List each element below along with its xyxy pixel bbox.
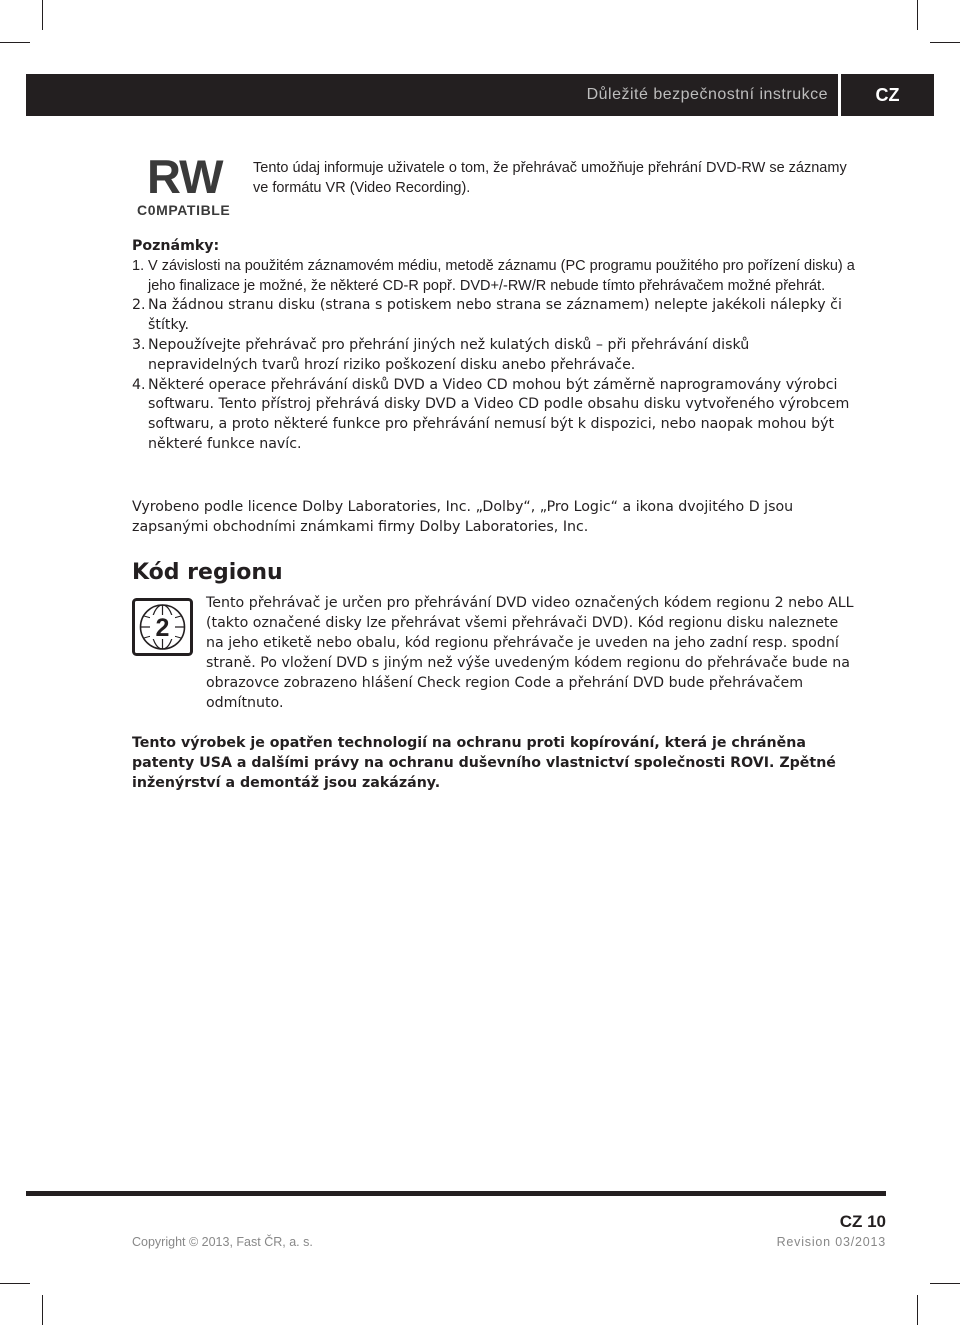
rovi-notice: Tento výrobek je opatřen technologií na ochranu proti kopírování, která je chráněna patenty USA a dalšími právy na ochranu duševního vlastnictví společnosti ROVI. Zpětné inženýrství a demontáž jsou zakázány. (132, 735, 836, 791)
rw-logo-big-text: RW (147, 150, 223, 203)
crop-mark (42, 0, 43, 30)
crop-mark (930, 1283, 960, 1284)
rw-description: Tento údaj informuje uživatele o tom, že přehrávač umožňuje přehrání DVD-RW se záznamy ve formátu VR (Video Recording). (253, 160, 847, 196)
region-description: Tento přehrávač je určen pro přehrávání DVD video označených kódem regionu 2 nebo ALL (takto označené disky lze přehrávat všemi přehrávači DVD). Kód regionu disku naleznete na jeho etiketě nebo obalu, kód regionu přehrávače je uveden na jeho zadní resp. spodní straně. Po vložení DVD s jiným než výše uvedeným kódem regionu do přehrávače bude na obrazovce zobrazeno hlášení Check region Code a přehrání DVD bude přehrávačem odmítnuto. (206, 595, 854, 711)
note-text: Některé operace přehrávání disků DVD a Video CD mohou být záměrně naprogramovány výrobci softwaru. Tento přístroj přehrává disky DVD a Video CD podle obsahu disku vytvořeného výrobcem softwaru, a proto některé funkce pro přehrávání nemusí být k dispozici, nebo naopak mohou být některé funkce navíc. (148, 376, 850, 452)
page-number: CZ 10 (839, 1212, 886, 1231)
header-bar (26, 74, 934, 116)
rw-compatible-logo (137, 150, 247, 221)
note-number: 1. (132, 257, 145, 274)
dolby-license-text: Vyrobeno podle licence Dolby Laboratories, Inc. „Dolby“, „Pro Logic“ a ikona dvojitého D jsou zapsanými obchodními známkami firmy Dolby Laboratories, Inc. (132, 499, 794, 535)
notes-section (132, 237, 862, 455)
crop-mark (0, 1283, 30, 1284)
rw-logo-small-text: C0MPATIBLE (137, 202, 231, 218)
note-text: V závislosti na použitém záznamovém médiu, metodě záznamu (PC programu použitého pro pořízení disku) a jeho finalizace je možné, že některé CD-R popř. DVD+/-RW/R nebude tímto přehrávačem možné přehrát. (148, 257, 855, 294)
note-item (132, 296, 862, 336)
crop-mark (930, 42, 960, 43)
header-title: Důležité bezpečnostní instrukce (586, 86, 828, 103)
footer-rule (26, 1191, 886, 1196)
crop-mark (42, 1295, 43, 1325)
note-text: Nepoužívejte přehrávač pro přehrání jiných než kulatých disků – při přehrávání disků nepravidelných tvarů hrozí riziko poškození disku anebo přehrávače. (148, 336, 750, 373)
copyright-text: Copyright © 2013, Fast ČR, a. s. (132, 1235, 313, 1249)
note-number: 3. (132, 336, 146, 353)
region-heading: Kód regionu (132, 560, 283, 585)
note-item (132, 257, 862, 297)
region-globe-icon (132, 598, 193, 656)
note-text: Na žádnou stranu disku (strana s potiskem nebo strana se záznamem) nelepte jakékoli nálepky či štítky. (148, 297, 842, 334)
notes-title: Poznámky: (132, 238, 220, 254)
crop-mark (917, 0, 918, 30)
crop-mark (0, 42, 30, 43)
region-number: 2 (155, 614, 170, 642)
crop-mark (917, 1295, 918, 1325)
language-badge: CZ (875, 85, 900, 105)
revision-text: Revision 03/2013 (776, 1235, 886, 1249)
note-number: 2. (132, 297, 146, 314)
note-item (132, 376, 862, 455)
note-item (132, 336, 862, 376)
note-number: 4. (132, 376, 146, 393)
